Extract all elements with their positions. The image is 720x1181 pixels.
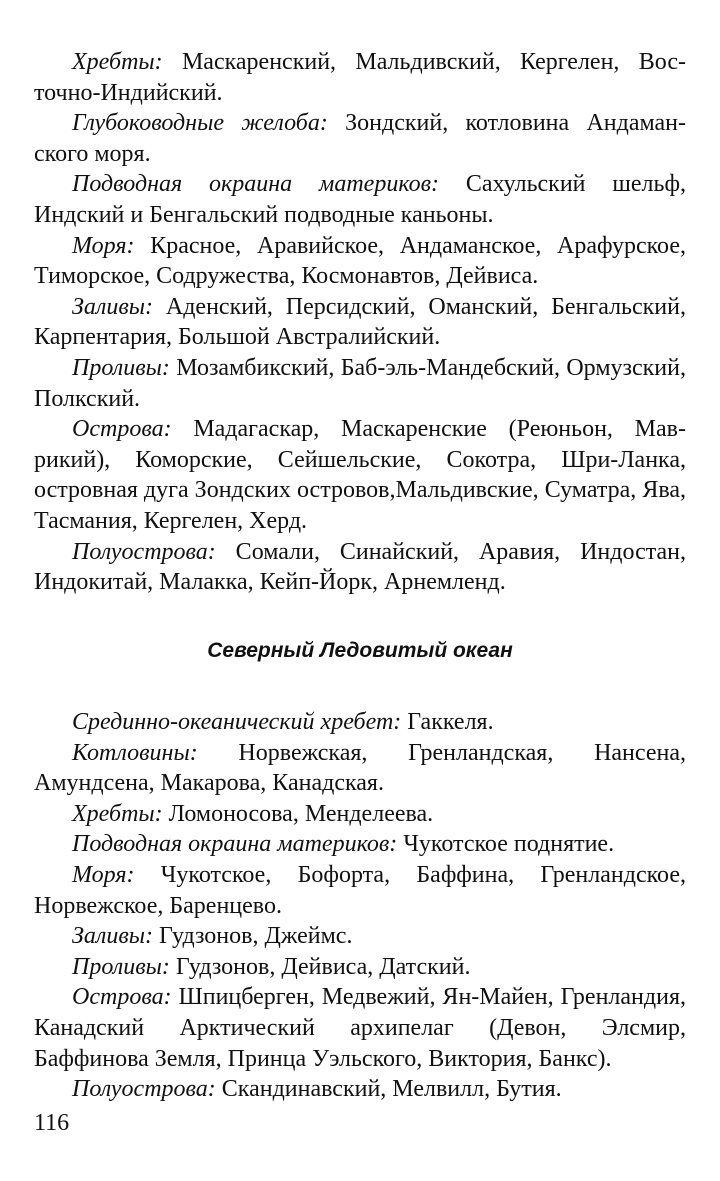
term-label: Подводная окраина материков:: [72, 171, 440, 198]
arctic-ocean-section: [34, 707, 686, 1105]
term-text: Норвежская, Гренландская, Нансена, Амундсена, Макарова, Канадская.: [34, 739, 686, 797]
term-label: Подводная окраина материков:: [72, 831, 398, 858]
list-item: [34, 707, 686, 738]
list-item: [34, 537, 686, 598]
list-item: [34, 799, 686, 830]
term-text: Гаккеля.: [401, 709, 494, 735]
term-label: Острова:: [72, 416, 172, 443]
list-item: [34, 231, 686, 292]
term-text: Аденский, Персидский, Оманский, Бенгальский, Карпентария, Большой Австралийский.: [34, 293, 686, 351]
list-item: [34, 860, 686, 921]
list-item: [34, 982, 686, 1074]
term-text: Чукотское, Бофорта, Баффина, Гренландское, Норвежское, Баренцево.: [34, 861, 686, 919]
list-item: [34, 47, 686, 108]
term-text: Гудзонов, Дейвиса, Датский.: [169, 953, 471, 980]
term-text: Гудзонов, Джеймс.: [153, 923, 353, 950]
section-heading: Северный Ледовитый океан: [207, 639, 513, 662]
list-item: [34, 1074, 686, 1105]
term-label: Котловины:: [72, 739, 198, 766]
term-text: Ломоносова, Менделеева.: [162, 800, 434, 827]
term-label: Хребты:: [72, 49, 163, 75]
indian-ocean-section: [34, 47, 686, 598]
term-text: Сомали, Синайский, Аравия, Индостан, Индокитай, Малакка, Кейп-Йорк, Арнемленд.: [34, 538, 686, 596]
term-label: Заливы:: [72, 293, 154, 320]
list-item: [34, 169, 686, 230]
list-item: [34, 921, 686, 952]
page-number: 116: [34, 1110, 70, 1136]
list-item: [34, 108, 686, 169]
term-label: Моря:: [72, 232, 135, 259]
list-item: [34, 829, 686, 860]
term-text: Маскаренский, Мальдивский, Кергелен, Восточно-Индийский.: [34, 49, 686, 106]
term-label: Проливы:: [72, 953, 170, 980]
term-label: Полуострова:: [72, 538, 216, 565]
term-text: Скандинавский, Мелвилл, Бутия.: [215, 1076, 562, 1103]
term-label: Заливы:: [72, 923, 154, 950]
term-label: Хребты:: [72, 800, 163, 827]
term-label: Проливы:: [72, 354, 170, 381]
term-label: Полуострова:: [72, 1076, 216, 1103]
term-text: Чукотское поднятие.: [397, 831, 615, 858]
term-label: Острова:: [72, 984, 172, 1011]
list-item: [34, 952, 686, 983]
term-text: Сахульский шельф, Индский и Бенгальский подводные каньоны.: [34, 171, 686, 228]
list-item: [34, 353, 686, 414]
term-text: Зондский, котловина Андаманского моря.: [34, 110, 686, 167]
term-label: Срединно-океанический хребет:: [72, 709, 402, 735]
list-item: [34, 414, 686, 536]
list-item: [34, 738, 686, 799]
term-text: Красное, Аравийское, Андаманское, Арафурское, Тиморское, Содружества, Космонавтов, Дейвиса.: [34, 232, 686, 290]
list-item: [34, 292, 686, 353]
term-text: Мадагаскар, Маскаренские (Реюньон, Маврикий), Коморские, Сейшельские, Сокотра, Шри-Ланка, островная дуга Зондских островов,Мальдивские, Суматра, Ява, Тасмания, Кергелен, Херд.: [34, 416, 686, 534]
term-label: Моря:: [72, 861, 135, 888]
term-text: Мозамбикский, Баб-эль-Мандебский, Ормузский, Полкский.: [34, 354, 686, 412]
term-label: Глубоководные желоба:: [72, 110, 328, 137]
term-text: Шпицберген, Медвежий, Ян-Майен, Гренландия, Канадский Арктический архипелаг (Девон, Элсмир, Баффинова Земля, Принца Уэльского, Виктория, Банкс).: [34, 984, 686, 1072]
